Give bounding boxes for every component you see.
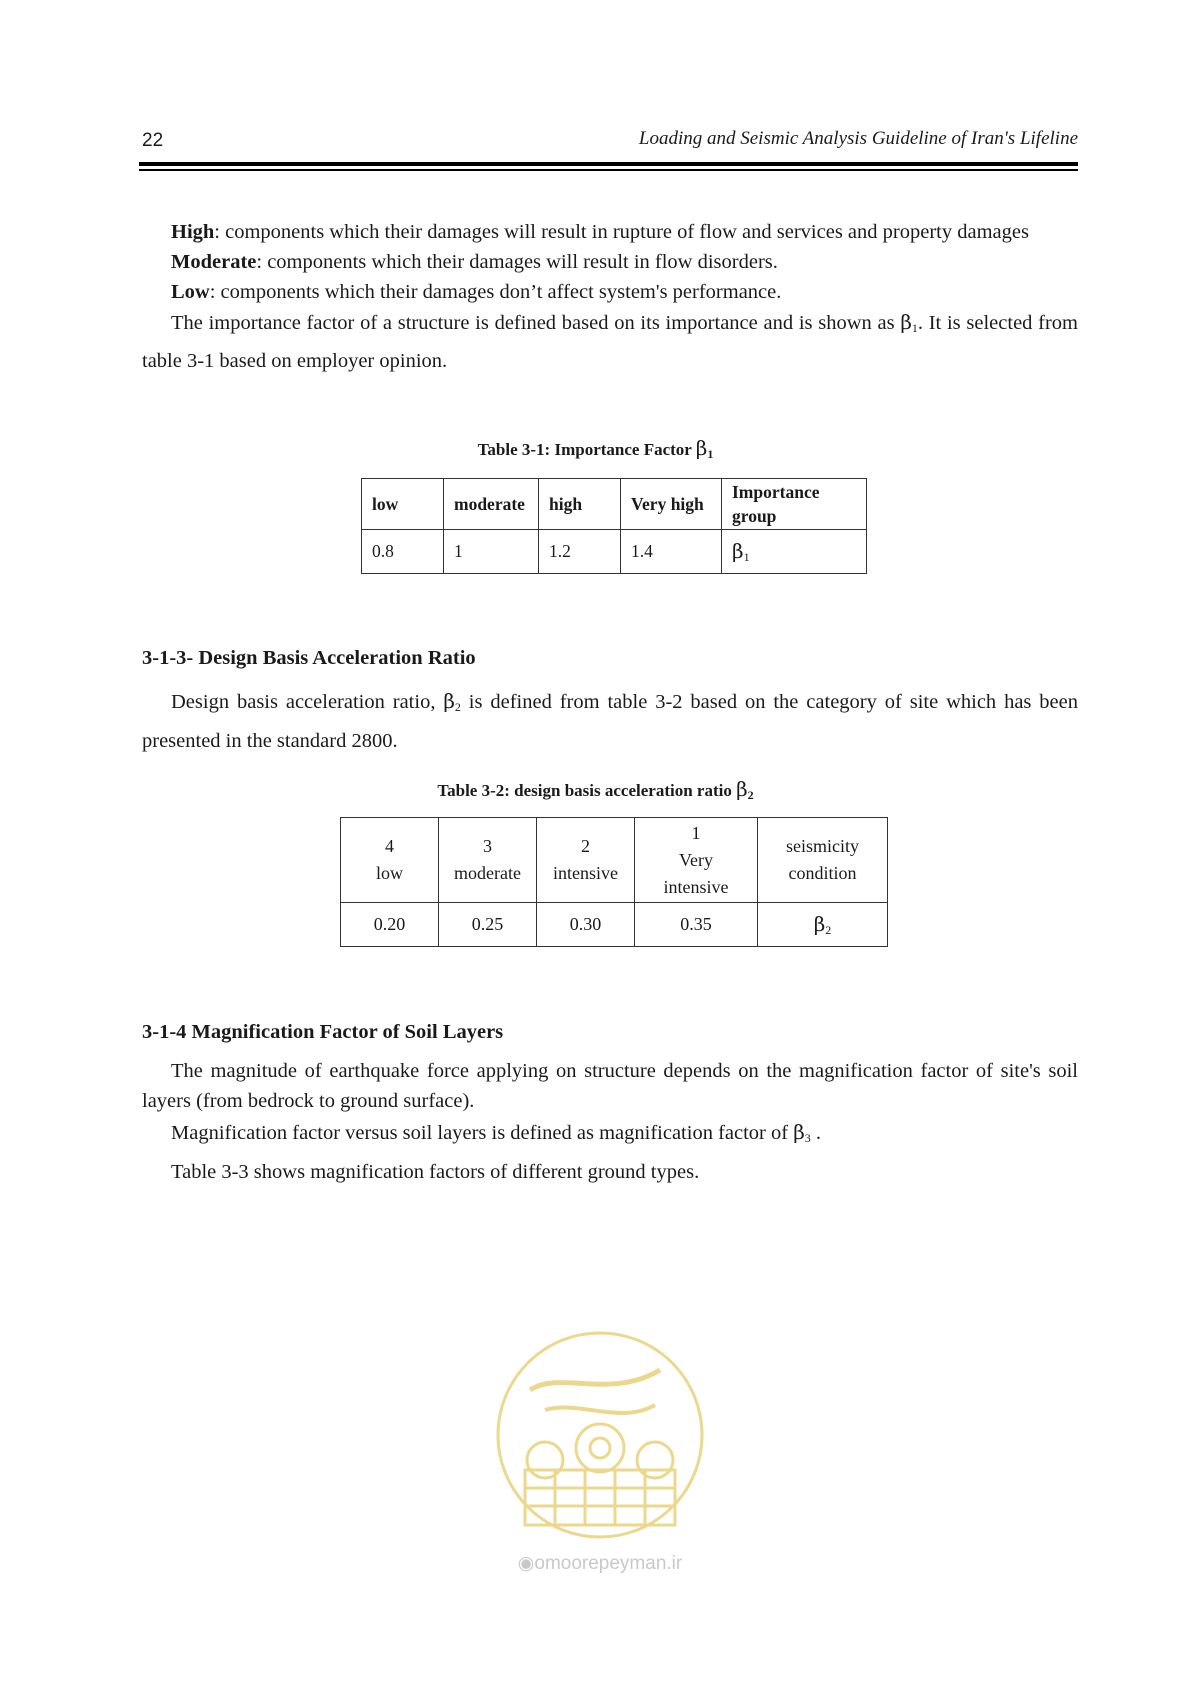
paragraph-low bbox=[142, 277, 1078, 307]
table2-last-header: seismicity condition bbox=[786, 836, 859, 883]
table1-value-cell: 1.4 bbox=[621, 530, 722, 574]
table2-header-num: 2 bbox=[581, 836, 590, 856]
section-314-heading: 3-1-4 Magnification Factor of Soil Layers bbox=[142, 1021, 504, 1043]
table2-value-cell: 0.25 bbox=[439, 903, 537, 947]
beta3-symbol: β bbox=[793, 1120, 805, 1144]
beta3-subscript: 3 bbox=[804, 1131, 811, 1145]
section-314-paragraph-2 bbox=[142, 1116, 1078, 1155]
table1-symbol-cell bbox=[722, 530, 867, 574]
section-314-body bbox=[142, 1056, 1078, 1189]
table1-value-cell: 1 bbox=[444, 530, 539, 574]
watermark-logo bbox=[490, 1330, 710, 1590]
table1-row-symbol: β bbox=[732, 538, 744, 563]
beta-symbol: β bbox=[900, 310, 912, 334]
table2-header-label: intensive bbox=[553, 863, 618, 883]
section-313-heading: 3-1-3- Design Basis Acceleration Ratio bbox=[142, 647, 476, 669]
table1-caption-symbol: β bbox=[695, 436, 708, 460]
table1-value-row bbox=[362, 530, 867, 574]
table1-caption bbox=[0, 436, 1191, 462]
table1-header-cell: low bbox=[362, 479, 444, 530]
table2-header-cell bbox=[439, 818, 537, 903]
term-high: High bbox=[171, 221, 215, 243]
table2-header-label: moderate bbox=[454, 863, 521, 883]
acceleration-ratio-table bbox=[340, 817, 888, 947]
table2-symbol-cell bbox=[758, 903, 888, 947]
importance-text-before: The importance factor of a structure is defined based on its importance and is shown as bbox=[171, 312, 901, 334]
table2-header-cell bbox=[537, 818, 635, 903]
watermark-seal-icon bbox=[490, 1330, 710, 1590]
section-314-paragraph-1: The magnitude of earthquake force applying on structure depends on the magnification factor of site's soil layers (from bedrock to ground surface). bbox=[142, 1060, 1078, 1112]
running-title: Loading and Seismic Analysis Guideline of Iran's Lifeline bbox=[638, 128, 1078, 149]
paragraph-high bbox=[142, 217, 1078, 247]
table2-row-sub: 2 bbox=[825, 922, 832, 937]
text-low: : components which their damages don’t affect system's performance. bbox=[209, 281, 782, 303]
table2-value-cell: 0.30 bbox=[537, 903, 635, 947]
table2-caption-sub: 2 bbox=[747, 788, 754, 802]
table2-header-cell bbox=[758, 818, 888, 903]
watermark-url-text: omoorepeyman.ir bbox=[534, 1553, 683, 1574]
text-high: : components which their damages will result in rupture of flow and services and property damages bbox=[214, 221, 1029, 243]
table2-header-num: 4 bbox=[385, 836, 394, 856]
watermark-url bbox=[490, 1552, 710, 1575]
table2-header-row bbox=[341, 818, 888, 903]
table2-header-label: Very intensive bbox=[663, 849, 729, 897]
section-313-body bbox=[142, 684, 1078, 758]
table1-header-cell: high bbox=[539, 479, 621, 530]
section-313-text-after: is defined from table 3-2 based on the category of site which has been presented in the standard 2800. bbox=[142, 691, 1078, 752]
header-rule-thick bbox=[139, 162, 1078, 166]
table2-caption-symbol: β bbox=[736, 777, 748, 801]
table1-value-cell: 1.2 bbox=[539, 530, 621, 574]
paragraph-importance bbox=[142, 306, 1078, 378]
table1-header-cell: moderate bbox=[444, 479, 539, 530]
term-low: Low bbox=[171, 281, 210, 303]
beta-subscript: 1 bbox=[911, 321, 918, 335]
section-314-p2-after: . bbox=[810, 1122, 822, 1144]
table1-header-cell: Very high bbox=[621, 479, 722, 530]
beta2-symbol: β bbox=[443, 689, 455, 713]
table1-caption-text: Table 3-1: Importance Factor bbox=[477, 440, 692, 459]
table2-header-label: low bbox=[376, 863, 403, 883]
table2-header-cell bbox=[635, 818, 758, 903]
text-moderate: : components which their damages will result in flow disorders. bbox=[256, 251, 778, 273]
table1-header-cell: Importance group bbox=[722, 479, 867, 530]
table1-caption-sub: 1 bbox=[707, 447, 714, 461]
table2-row-symbol: β bbox=[813, 911, 826, 936]
table2-value-row bbox=[341, 903, 888, 947]
section-314-p2-before: Magnification factor versus soil layers is defined as magnification factor of bbox=[171, 1122, 794, 1144]
table2-caption-text: Table 3-2: design basis acceleration ratio bbox=[437, 781, 732, 800]
globe-icon: ◉ bbox=[517, 1553, 535, 1574]
header-rule-thin bbox=[139, 169, 1078, 171]
importance-factor-table bbox=[361, 478, 867, 574]
beta2-subscript: 2 bbox=[454, 700, 461, 714]
table1-value-cell: 0.8 bbox=[362, 530, 444, 574]
intro-block bbox=[142, 217, 1078, 378]
table2-value-cell: 0.35 bbox=[635, 903, 758, 947]
table2-value-cell: 0.20 bbox=[341, 903, 439, 947]
section-313-paragraph bbox=[142, 684, 1078, 758]
table2-header-num: 3 bbox=[483, 836, 492, 856]
table1-row-sub: 1 bbox=[743, 549, 750, 564]
term-moderate: Moderate bbox=[171, 251, 257, 273]
section-313-text-before: Design basis acceleration ratio, bbox=[171, 691, 444, 713]
table2-header-num: 1 bbox=[691, 822, 701, 843]
table1-header-row bbox=[362, 479, 867, 530]
importance-text-after: . It is selected from table 3-1 based on employer opinion. bbox=[142, 312, 1078, 372]
page-number: 22 bbox=[142, 130, 164, 151]
table2-caption bbox=[0, 777, 1191, 803]
paragraph-moderate bbox=[142, 247, 1078, 277]
table2-header-cell bbox=[341, 818, 439, 903]
section-314-paragraph-3: Table 3-3 shows magnification factors of different ground types. bbox=[171, 1161, 700, 1183]
